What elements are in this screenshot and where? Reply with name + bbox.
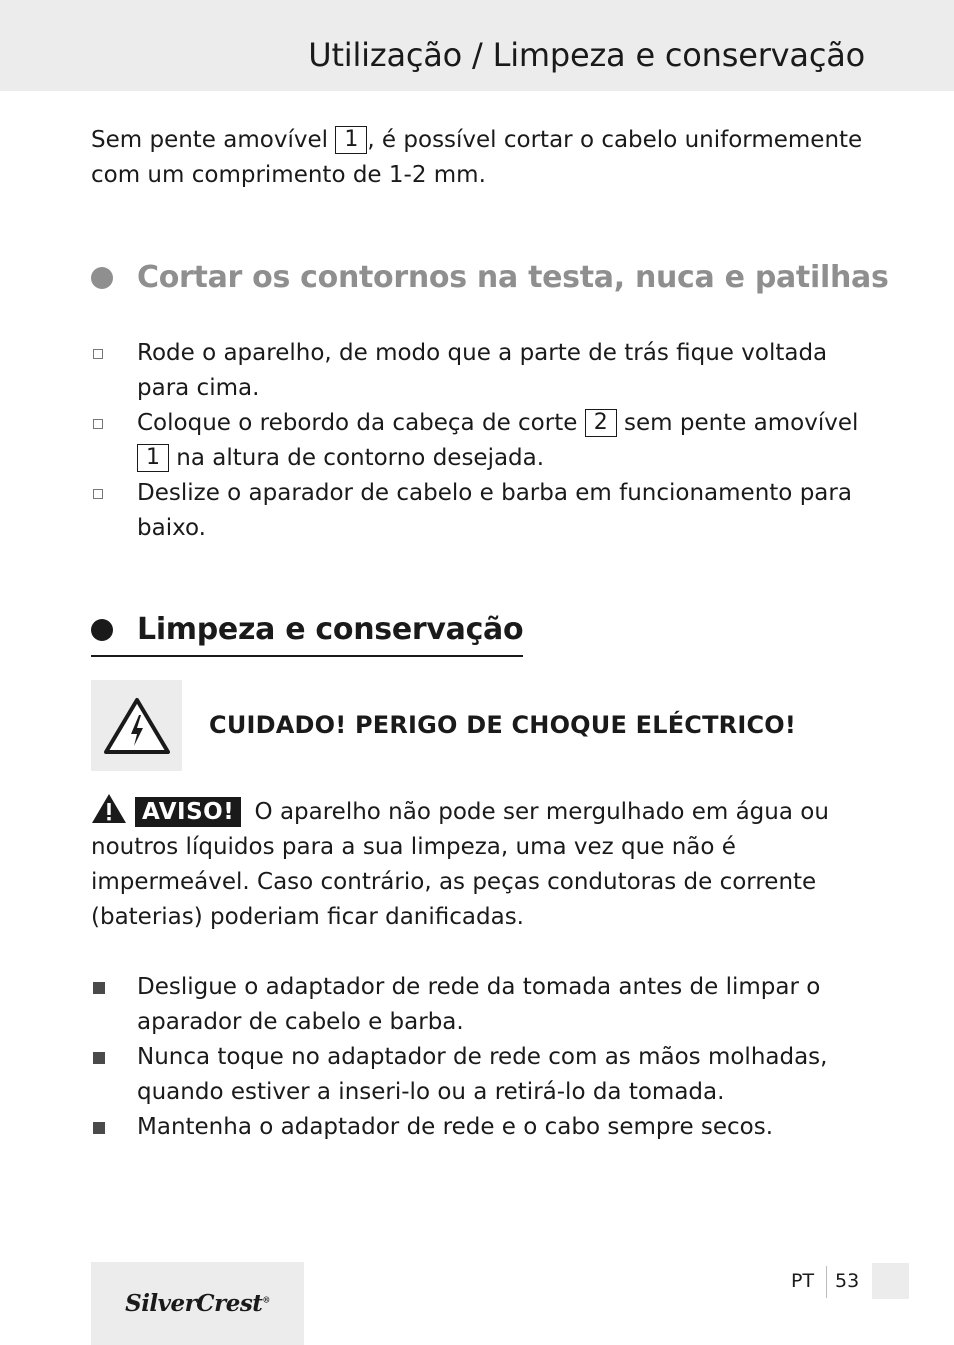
warning-label: AVISO!	[135, 797, 241, 827]
section-title: Limpeza e conservação	[137, 612, 524, 647]
brand-logo	[91, 1262, 304, 1345]
intro-text-end: , é possível cortar o cabelo uniformemente com um comprimento de 1-2 mm.	[91, 127, 863, 188]
checkbox-square-icon	[93, 349, 103, 359]
cleaning-steps-list	[91, 970, 871, 1145]
list-item-text: Coloque o rebordo da cabeça de corte	[137, 410, 585, 436]
warning-text: O aparelho não pode ser mergulhado em água ou noutros líquidos para a sua limpeza, uma vez que não é impermeável. Caso contrário, as peças condutoras de corrente (baterias) poderiam ficar danificadas.	[91, 799, 829, 930]
warning-paragraph	[91, 793, 876, 935]
contour-steps-list	[91, 336, 871, 546]
square-bullet-icon	[93, 1122, 105, 1134]
checkbox-square-icon	[93, 489, 103, 499]
list-item-text: Desligue o adaptador de rede da tomada antes de limpar o aparador de cabelo e barba.	[137, 974, 821, 1035]
section-heading-contours	[91, 260, 889, 295]
list-item	[91, 336, 871, 406]
section-heading-cleaning	[91, 612, 523, 647]
page-number: 53	[835, 1270, 860, 1292]
list-item-text: Rode o aparelho, de modo que a parte de trás fique voltada para cima.	[137, 340, 828, 401]
list-item	[91, 406, 871, 476]
list-item-text: sem pente amovível	[616, 410, 859, 436]
list-item	[91, 476, 871, 546]
intro-text-start: Sem pente amovível	[91, 127, 336, 153]
heading-underline	[91, 655, 523, 657]
list-item-text: Nunca toque no adaptador de rede com as mãos molhadas, quando estiver a inseri-lo ou a retirá-lo da tomada.	[137, 1044, 828, 1105]
list-item-text: Deslize o aparador de cabelo e barba em funcionamento para baixo.	[137, 480, 852, 541]
page-title: Utilização / Limpeza e conservação	[308, 36, 865, 74]
list-item	[91, 1110, 871, 1145]
part-reference-2: 2	[585, 409, 617, 437]
language-code: PT	[791, 1270, 815, 1292]
list-item-text: Mantenha o adaptador de rede e o cabo sempre secos.	[137, 1114, 774, 1140]
intro-paragraph	[91, 123, 871, 193]
electric-warning-icon	[91, 680, 182, 771]
square-bullet-icon	[93, 1052, 105, 1064]
list-item-text: na altura de contorno desejada.	[169, 445, 545, 471]
checkbox-square-icon	[93, 419, 103, 429]
list-item	[91, 970, 871, 1040]
footer-divider	[826, 1266, 827, 1298]
list-item	[91, 1040, 871, 1110]
page-tab-marker	[872, 1263, 909, 1299]
warning-triangle-icon	[91, 793, 127, 824]
part-reference-1: 1	[335, 126, 367, 154]
section-title: Cortar os contornos na testa, nuca e patilhas	[137, 260, 889, 295]
part-reference-1: 1	[137, 444, 169, 472]
caution-title: CUIDADO! PERIGO DE CHOQUE ELÉCTRICO!	[209, 711, 797, 739]
heading-bullet-icon	[91, 619, 113, 641]
square-bullet-icon	[93, 982, 105, 994]
brand-logo-text: SilverCrest®	[125, 1290, 270, 1317]
heading-bullet-icon	[91, 267, 113, 289]
